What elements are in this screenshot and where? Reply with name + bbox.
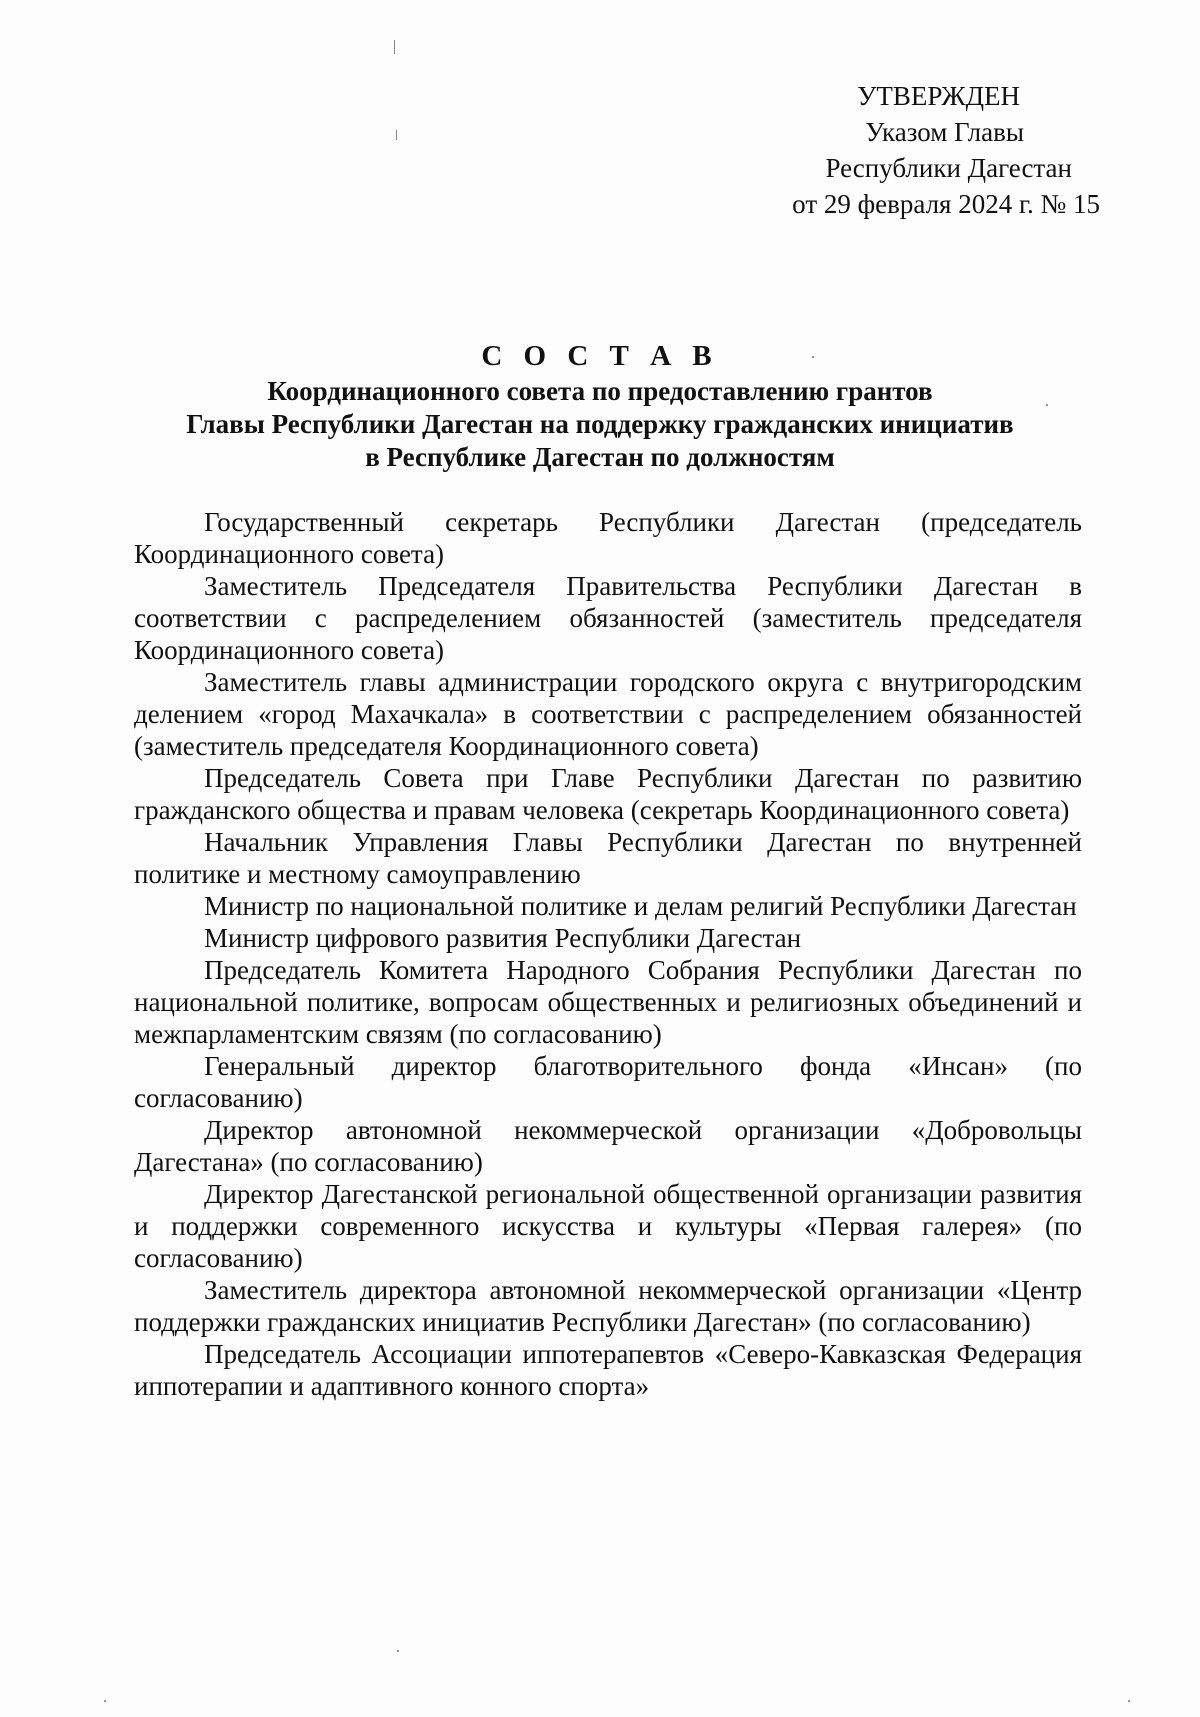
member-position: Директор Дагестанской региональной общественной организации развития и поддержки современного искусства и культуры «Первая галерея» (по согласованию): [134, 1179, 1082, 1273]
title-heading: С О С Т А В: [481, 340, 719, 372]
member-position: Генеральный директор благотворительного фонда «Инсан» (по согласованию): [134, 1051, 1082, 1113]
title-line: Главы Республики Дагестан на поддержку гражданских инициатив: [186, 409, 1014, 439]
member-position: Заместитель главы администрации городского округа с внутригородским делением «город Махачкала» в соответствии с распределением обязанностей (заместитель председателя Координационного совета): [134, 667, 1082, 761]
member-position: Заместитель директора автономной некоммерческой организации «Центр поддержки гражданских инициатив Республики Дагестан» (по согласованию): [134, 1275, 1082, 1337]
scan-artifact: [397, 1650, 399, 1652]
member-position: Министр цифрового развития Республики Дагестан: [204, 923, 802, 953]
title-line: Координационного совета по предоставлению грантов: [267, 376, 933, 406]
member-position: Начальник Управления Главы Республики Дагестан по внутренней политике и местному самоуправлению: [134, 827, 1082, 889]
members-list: [134, 506, 1082, 1402]
member-position: Директор автономной некоммерческой организации «Добровольцы Дагестана» (по согласованию): [134, 1115, 1082, 1177]
approval-region: Республики Дагестан: [825, 153, 1072, 183]
scan-artifact: [394, 40, 395, 54]
member-position: Министр по национальной политике и делам религий Республики Дагестан: [204, 891, 1077, 921]
scan-artifact: [104, 1700, 106, 1702]
member-position: Председатель Ассоциации иппотерапевтов «Северо-Кавказская Федерация иппотерапии и адаптивного конного спорта»: [134, 1339, 1082, 1401]
scan-artifact: [396, 130, 397, 140]
member-position: Государственный секретарь Республики Дагестан (председатель Координационного совета): [134, 507, 1082, 569]
title-line: в Республике Дагестан по должностям: [365, 442, 835, 472]
member-position: Заместитель Председателя Правительства Республики Дагестан в соответствии с распределением обязанностей (заместитель председателя Координационного совета): [134, 571, 1082, 665]
document-title: [130, 340, 1070, 474]
member-position: Председатель Комитета Народного Собрания Республики Дагестан по национальной политике, вопросам общественных и религиозных объединений и межпарламентским связям (по согласованию): [134, 955, 1082, 1049]
approval-status: УТВЕРЖДЕН: [857, 81, 1020, 111]
member-position: Председатель Совета при Главе Республики Дагестан по развитию гражданского общества и правам человека (секретарь Координационного совета): [134, 763, 1082, 825]
approval-stamp: [620, 78, 1100, 222]
approval-authority: Указом Главы: [865, 117, 1024, 147]
approval-date-number: от 29 февраля 2024 г. № 15: [792, 189, 1100, 219]
scan-artifact: [1128, 1700, 1130, 1702]
